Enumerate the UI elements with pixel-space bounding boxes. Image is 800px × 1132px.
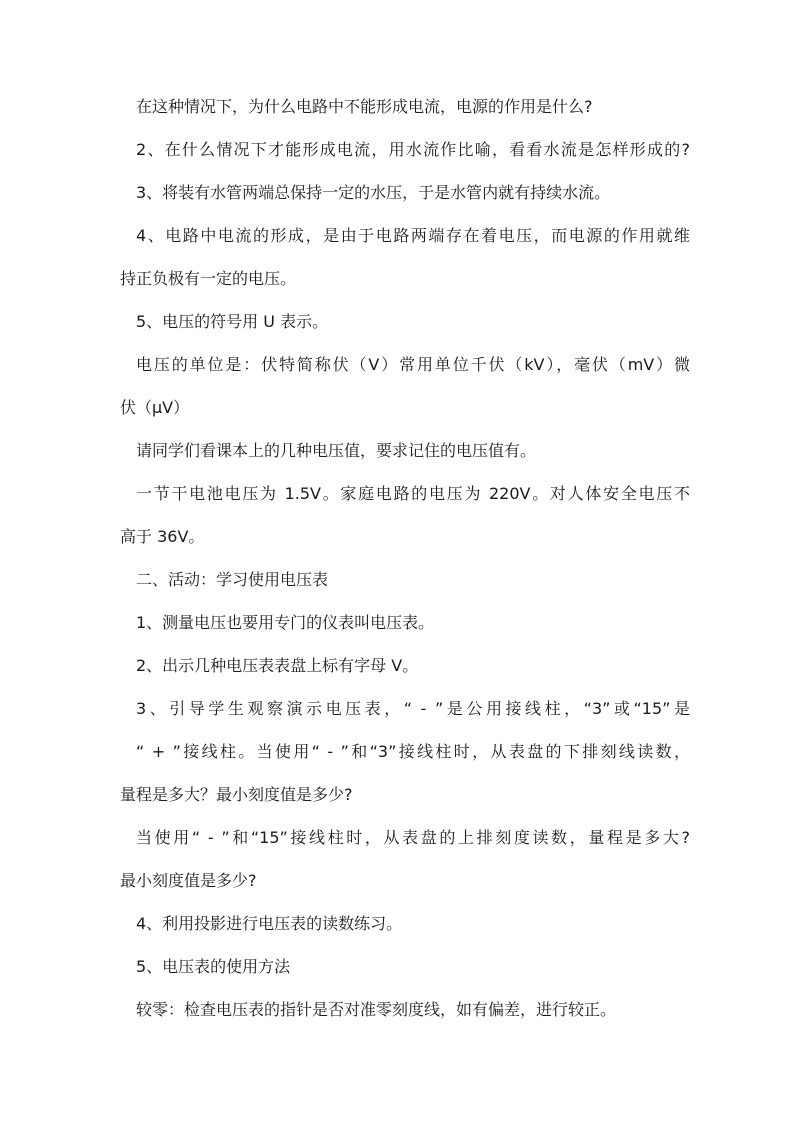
paragraph-line: 量程是多大？最小刻度值是多少? (120, 785, 353, 804)
section-heading: 二、活动：学习使用电压表 (136, 570, 329, 589)
paragraph-line: 2、出示几种电压表表盘上标有字母 V。 (136, 656, 419, 675)
paragraph-line: 4、电路中电流的形成，是由于电路两端存在着电压，而电源的作用就维 (136, 226, 690, 245)
paragraph-line: 在这种情况下，为什么电路中不能形成电流，电源的作用是什么? (136, 97, 593, 116)
paragraph-line: 请同学们看课本上的几种电压值，要求记住的电压值有。 (136, 441, 537, 460)
paragraph-line: 2、在什么情况下才能形成电流，用水流作比喻，看看水流是怎样形成的? (136, 140, 690, 159)
paragraph-line: 3、将装有水管两端总保持一定的水压，于是水管内就有持续水流。 (136, 183, 611, 202)
paragraph-line: 3、引导学生观察演示电压表，“ - ”是公用接线柱，“3”或“15”是 (136, 699, 690, 718)
paragraph-line: 5、电压表的使用方法 (136, 957, 291, 976)
paragraph-line: “ + ”接线柱。当使用“ - ”和“3”接线柱时，从表盘的下排刻线读数， (136, 742, 690, 761)
paragraph-line: 电压的单位是：伏特简称伏（V）常用单位千伏（kV），毫伏（mV）微 (136, 355, 690, 374)
paragraph-line: 一节干电池电压为 1.5V。家庭电路的电压为 220V。对人体安全电压不 (136, 484, 690, 503)
paragraph-line: 1、测量电压也要用专门的仪表叫电压表。 (136, 613, 435, 632)
paragraph-line: 当使用“ - ”和“15”接线柱时，从表盘的上排刻度读数，量程是多大? (136, 828, 690, 847)
paragraph-line: 5、电压的符号用 U 表示。 (136, 312, 329, 331)
paragraph-line: 伏（μV） (120, 398, 190, 417)
paragraph-line: 高于 36V。 (120, 527, 205, 546)
paragraph-line: 持正负极有一定的电压。 (120, 269, 297, 288)
paragraph-line: 最小刻度值是多少? (120, 871, 257, 890)
paragraph-line: 较零：检查电压表的指针是否对准零刻度线，如有偏差，进行较正。 (136, 1000, 617, 1019)
paragraph-line: 4、利用投影进行电压表的读数练习。 (136, 914, 403, 933)
